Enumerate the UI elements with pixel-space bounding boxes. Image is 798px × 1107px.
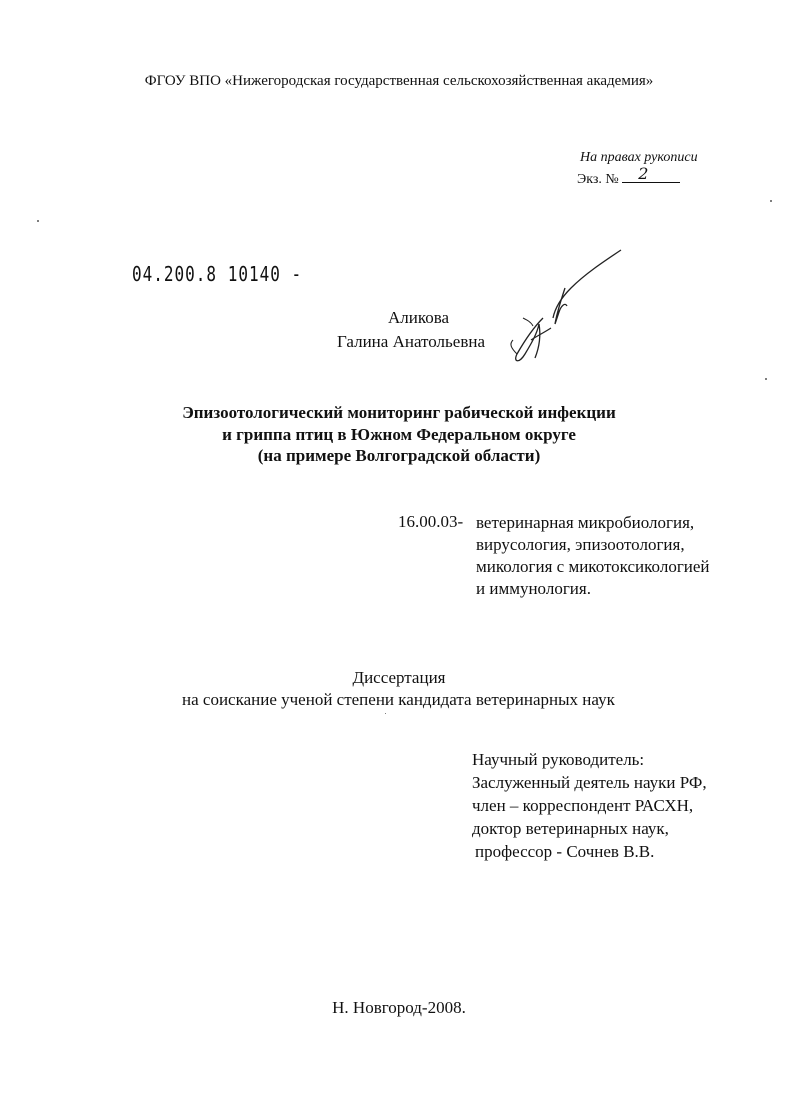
advisor-line: Заслуженный деятель науки РФ, — [472, 773, 707, 792]
copy-number-blank — [622, 164, 680, 183]
specialty-line: микология с микотоксикологией — [476, 557, 710, 576]
degree-statement: на соискание ученой степени кандидата ветеринарных наук — [182, 690, 615, 709]
dissertation-title — [0, 402, 798, 467]
dissertation-type: Диссертация — [352, 668, 446, 687]
advisor-line: член – корреспондент РАСХН, — [472, 796, 694, 815]
city-year: Н. Новгород-2008. — [332, 998, 466, 1017]
scientific-advisor — [472, 748, 707, 863]
author-surname: Аликова — [388, 308, 450, 327]
specialty-line: ветеринарная микробиология, — [476, 513, 695, 532]
author-signature — [503, 248, 628, 370]
scan-speck — [765, 378, 767, 380]
copy-number-label: Экз. № — [577, 172, 619, 187]
specialty-name — [476, 512, 710, 600]
title-line: (на примере Волгоградской области) — [257, 446, 541, 465]
copy-number-line — [577, 164, 680, 188]
institution-header: ФГОУ ВПО «Нижегородская государственная сельскохозяйственная академия» — [144, 73, 654, 89]
scan-speck — [37, 220, 39, 222]
copy-number-handwritten: 2 — [638, 164, 649, 183]
author-name: Галина Анатольевна — [337, 332, 485, 351]
scan-speck — [770, 200, 772, 202]
title-line: и гриппа птиц в Южном Федеральном округе — [222, 424, 576, 444]
scan-speck — [385, 713, 386, 714]
advisor-line: доктор ветеринарных наук, — [472, 819, 669, 838]
advisor-line: Научный руководитель: — [472, 750, 645, 769]
specialty-line: и иммунология. — [476, 579, 591, 598]
advisor-line: профессор - Сочнев В.В. — [475, 842, 655, 861]
title-line: Эпизоотологический мониторинг рабической инфекции — [182, 403, 616, 422]
specialty-code: 16.00.03- — [398, 512, 464, 531]
manuscript-rights-label: На правах рукописи — [580, 150, 698, 165]
registration-stamp: 04.200.8 10140 - — [132, 262, 303, 286]
specialty-line: вирусология, эпизоотология, — [476, 535, 685, 554]
